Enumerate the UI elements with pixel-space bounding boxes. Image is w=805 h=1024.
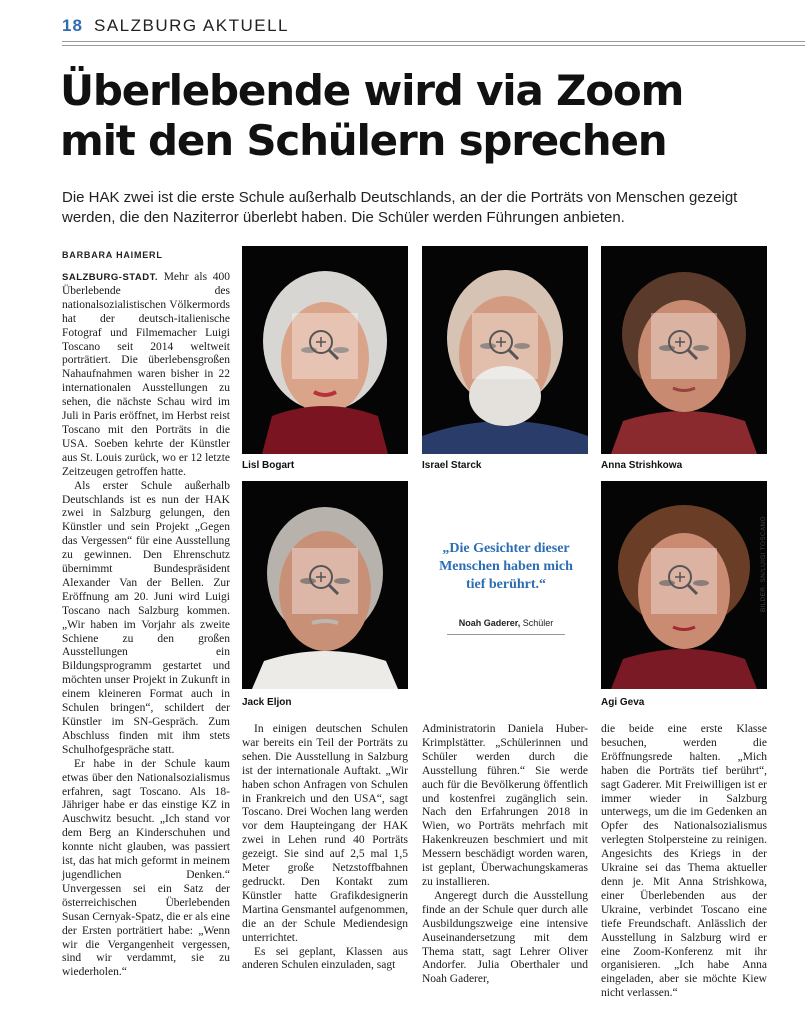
body-paragraph: Es sei geplant, Klassen aus anderen Schulen einzuladen, sagt — [242, 945, 408, 972]
body-paragraph: Als erster Schule außerhalb Deutschlands ist es nun der HAK zwei in Salzburg gelungen, den Künstler und sein Projekt „Gegen das Vergessen“ für eine Ausstellung zu gewinnen. Den Ehrenschutz übernimmt Bundespräsident Alexander Van der Bellen. Zur Eröffnung am 20. Juni wird Luigi Toscano nach Salzburg kommen. „Wir haben im Vorjahr als zweite Schiene zu den großen Ausstellungen ein Bildungsprogramm gestartet und möchten unser Projekt in Zukunft in einem kleineren Format auch in Schulen bringen“, schildert der Künstler im SN-Gespräch. Zum Abschluss finden mit ihm stets Schulhofgespräche statt. — [62, 479, 230, 756]
headline-line: mit den Schülern sprechen — [60, 116, 667, 165]
header-rule — [62, 45, 805, 46]
photo-caption: Anna Strishkowa — [601, 460, 683, 471]
pull-quote: „Die Gesichter dieser Menschen haben mich tief berührt.“ — [439, 541, 573, 592]
magnifier-zoom-icon[interactable] — [651, 548, 717, 614]
body-paragraph: die beide eine erste Klasse besuchen, werden die Eröffnungsrede halten. „Mich haben die Porträts tief berührt“, sagt Gaderer. Mit Freiwilligen ist er immer wieder in Salzburg unterwegs, um die im Gedenken an Opfer des Nationalsozialismus verlegten Stolpersteine zu reinigen. Angesichts des Kriegs in der Ukraine sei das Thema aktueller denn je. Mit Anna Strishkowa, einer Überlebenden aus der Ukraine, verbindet Toscano eine tiefe Freundschaft. Anlässlich der Ausstellung in Salzburg wird er eine Zoom-Konferenz mit ihr organisieren. „Ich habe Anna eingeladen, aber sie möchte Kiew nicht verlassen.“ — [601, 723, 767, 1000]
article-column-4 — [601, 723, 767, 1001]
quote-author: Noah Gaderer, — [458, 618, 521, 628]
portrait-photo-jack-eljon[interactable] — [242, 481, 408, 689]
dateline: SALZBURG-STADT. — [62, 272, 158, 283]
page-header — [62, 14, 805, 40]
magnifier-zoom-icon[interactable] — [651, 313, 717, 379]
body-paragraph: Mehr als 400 Überlebende des nationalsozialistischen Völkermords hat der deutsch-italienische Fotograf und Filmemacher Luigi Toscano seit 2014 weltweit porträtiert. Die überlebensgroßen Nahaufnahmen waren bisher in 22 internationalen Ausstellungen zu sehen, die nächste Schau wird im Juli in Paris eröffnet, im Herbst reist Toscano mit den Porträts in die USA. Soeben kehrte der Künstler aus St. Louis zurück, wo er 12 letzte Zeitzeugen getroffen hatte. — [62, 271, 231, 478]
photo-caption: Israel Starck — [422, 460, 482, 471]
magnifier-zoom-icon[interactable] — [292, 548, 358, 614]
page-number: 18 — [62, 16, 83, 35]
headline-line: Überlebende wird via Zoom — [60, 66, 684, 115]
portrait-photo-anna-strishkowa[interactable] — [601, 246, 767, 454]
article-column-3 — [422, 723, 588, 987]
body-paragraph: In einigen deutschen Schulen war bereits ein Teil der Porträts zu sehen. Die Ausstellung in Salzburg ist der internationale Auftakt. „Wir haben schon Anfragen von Schulen in Frankreich und den USA“, sagt Toscano. Drei Wochen lang werden vor dem Haupteingang der HAK zwei in Lehen rund 40 Porträts gezeigt. Sie sind auf 2,5 mal 1,5 Meter große Netzstoffbahnen gedruckt. Den Kontakt zum Künstler hatte Grafikdesignerin Martina Gensmantel aufgenommen, die an der Schule Mediendesign unterrichtet. — [242, 723, 408, 944]
author-byline: BARBARA HAIMERL — [62, 250, 163, 260]
portrait-photo-agi-geva[interactable] — [601, 481, 767, 689]
quote-role: Schüler — [522, 618, 554, 628]
photo-caption: Jack Eljon — [242, 697, 292, 708]
lead-paragraph: Die HAK zwei ist die erste Schule außerhalb Deutschlands, an der die Porträts von Menschen gezeigt werden, die den Naziterror überlebt haben. Die Schüler werden Führungen anbieten. — [62, 189, 738, 226]
magnifier-zoom-icon[interactable] — [292, 313, 358, 379]
body-paragraph: Administratorin Daniela Huber-Krimplstätter. „Schülerinnen und Schüler werden durch die Ausstellung führen.“ Sie werde auch für die Bevölkerung öffentlich und kostenfrei zugänglich sein. Nach den Erfahrungen 2018 in Wien, wo Porträts mehrfach mit Hakenkreuzen beschmiert und mit Messern beschädigt worden waren, ist geplant, Überwachungskameras zu installieren. — [422, 723, 588, 888]
photo-caption: Lisl Bogart — [242, 460, 295, 471]
body-paragraph: Er habe in der Schule kaum etwas über den Nationalsozialismus erfahren, sagt Toscano. Als 18-Jähriger habe er das einstige KZ in Auschwitz besucht. „Ich stand vor dem Berg an Kinderschuhen und konnte nicht glauben, was passiert ist, das hat mich geformt in meinem jugendlichen Denken.“ Unvergessen sei ein Satz der österreichischen Überlebenden Susan Cernyak-Spatz, die er als eine der Ersten porträtiert habe: „Wenn wir die Vergangenheit vergessen, sind wir verdammt, sie zu wiederholen.“ — [62, 757, 230, 979]
photo-caption: Agi Geva — [601, 697, 645, 708]
section-title: SALZBURG AKTUELL — [94, 16, 290, 35]
headline — [60, 66, 800, 166]
photo-credit: BILDER: SN/LUIGI TOSCANO — [760, 516, 767, 612]
article-column-1 — [62, 271, 230, 980]
pull-quote-source — [436, 618, 576, 628]
header-rule — [62, 41, 805, 42]
quote-rule — [447, 634, 565, 635]
article-column-2 — [242, 723, 408, 973]
body-paragraph: Angeregt durch die Ausstellung finde an der Schule quer durch alle Ausbildungszweige eine intensive Auseinandersetzung mit dem Thema statt, sagt Lehrer Oliver Andorfer. Julia Oberthaler und Noah Gaderer, — [422, 889, 588, 986]
portrait-photo-lisl-bogart[interactable] — [242, 246, 408, 454]
magnifier-zoom-icon[interactable] — [472, 313, 538, 379]
portrait-photo-israel-starck[interactable] — [422, 246, 588, 454]
